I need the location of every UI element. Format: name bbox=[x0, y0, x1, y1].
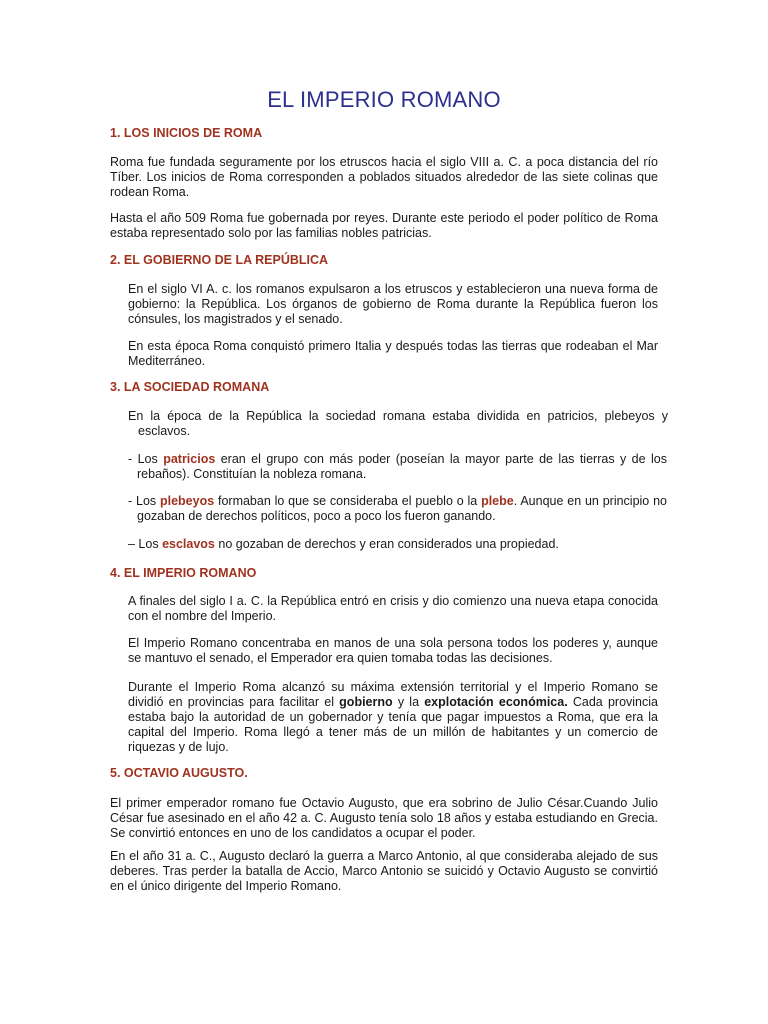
section-heading-inicios: 1. LOS INICIOS DE ROMA bbox=[110, 126, 263, 140]
list-item-patricios bbox=[128, 452, 667, 482]
term-plebe: plebe bbox=[481, 494, 514, 508]
page-title: EL IMPERIO ROMANO bbox=[267, 87, 501, 112]
item-prefix: – Los bbox=[128, 537, 163, 551]
section-heading-augusto: 5. OCTAVIO AUGUSTO. bbox=[110, 766, 248, 780]
paragraph: En el año 31 a. C., Augusto declaró la guerra a Marco Antonio, al que consideraba alejado de sus deberes. Tras perder la batalla de Accio, Marco Antonio se suicidó y Octavio Augusto se convirtió en el único dirigente del Imperio Romano. bbox=[110, 849, 658, 893]
section-heading-republica: 2. EL GOBIERNO DE LA REPÚBLICA bbox=[110, 253, 329, 267]
item-text: formaban lo que se consideraba el pueblo o la bbox=[214, 494, 482, 508]
paragraph-text: y la bbox=[392, 695, 425, 709]
section-heading-imperio: 4. EL IMPERIO ROMANO bbox=[110, 566, 257, 580]
paragraph: En la época de la República la sociedad romana estaba dividida en patricios, plebeyos y esclavos. bbox=[128, 409, 668, 438]
paragraph: En el siglo VI A. c. los romanos expulsaron a los etruscos y establecieron una nueva forma de gobierno: la República. Los órganos de gobierno de Roma durante la República fueron los cónsules, los magistrados y el senado. bbox=[128, 282, 658, 326]
paragraph: Roma fue fundada seguramente por los etruscos hacia el siglo VIII a. C. a poca distancia del río Tíber. Los inicios de Roma corresponden a poblados situados alrededor de las siete colinas que rodean Roma. bbox=[110, 155, 658, 199]
term-patricios: patricios bbox=[163, 452, 216, 466]
section-heading-sociedad: 3. LA SOCIEDAD ROMANA bbox=[110, 380, 270, 394]
paragraph-text: Cada provincia estaba bajo la autoridad de un gobernador y tenía que pagar impuestos a Roma, que era la capital del Imperio. Roma llegó a tener más de un millón de habitantes y un comercio de riquezas y de lujo. bbox=[128, 695, 658, 754]
term-gobierno: gobierno bbox=[339, 695, 393, 709]
paragraph: El Imperio Romano concentraba en manos de una sola persona todos los poderes y, aunque se mantuvo el senado, el Emperador era quien tomaba todas las decisiones. bbox=[128, 636, 658, 665]
term-plebeyos: plebeyos bbox=[159, 494, 215, 508]
term-explotacion: explotación económica. bbox=[424, 695, 568, 709]
item-text: eran el grupo con más poder (poseían la mayor parte de las tierras y de los rebaños). Constituían la nobleza romana. bbox=[137, 452, 667, 481]
paragraph: A finales del siglo I a. C. la República entró en crisis y dio comienzo una nueva etapa conocida con el nombre del Imperio. bbox=[128, 594, 658, 623]
paragraph: El primer emperador romano fue Octavio Augusto, que era sobrino de Julio César.Cuando Julio César fue asesinado en el año 42 a. C. Augusto tenía solo 18 años y estaba estudiando en Grecia. Se convirtió entonces en uno de los candidatos a ocupar el poder. bbox=[110, 796, 658, 840]
item-prefix: - Los bbox=[128, 452, 164, 466]
term-esclavos: esclavos bbox=[162, 537, 215, 551]
paragraph bbox=[128, 680, 658, 755]
item-prefix: - Los bbox=[128, 494, 160, 508]
list-item-esclavos bbox=[128, 537, 658, 552]
item-text: . Aunque en un principio no gozaban de derechos políticos, poco a poco los fueron ganando. bbox=[137, 494, 667, 523]
item-text: no gozaban de derechos y eran considerados una propiedad. bbox=[214, 537, 559, 551]
paragraph-text: Durante el Imperio Roma alcanzó su máxima extensión territorial y el Imperio Romano se dividió en provincias para facilitar el bbox=[128, 680, 658, 709]
list-item-plebeyos bbox=[128, 494, 667, 524]
paragraph: Hasta el año 509 Roma fue gobernada por reyes. Durante este periodo el poder político de Roma estaba representado solo por las familias nobles patricias. bbox=[110, 211, 658, 240]
paragraph: En esta época Roma conquistó primero Italia y después todas las tierras que rodeaban el Mar Mediterráneo. bbox=[128, 339, 658, 368]
